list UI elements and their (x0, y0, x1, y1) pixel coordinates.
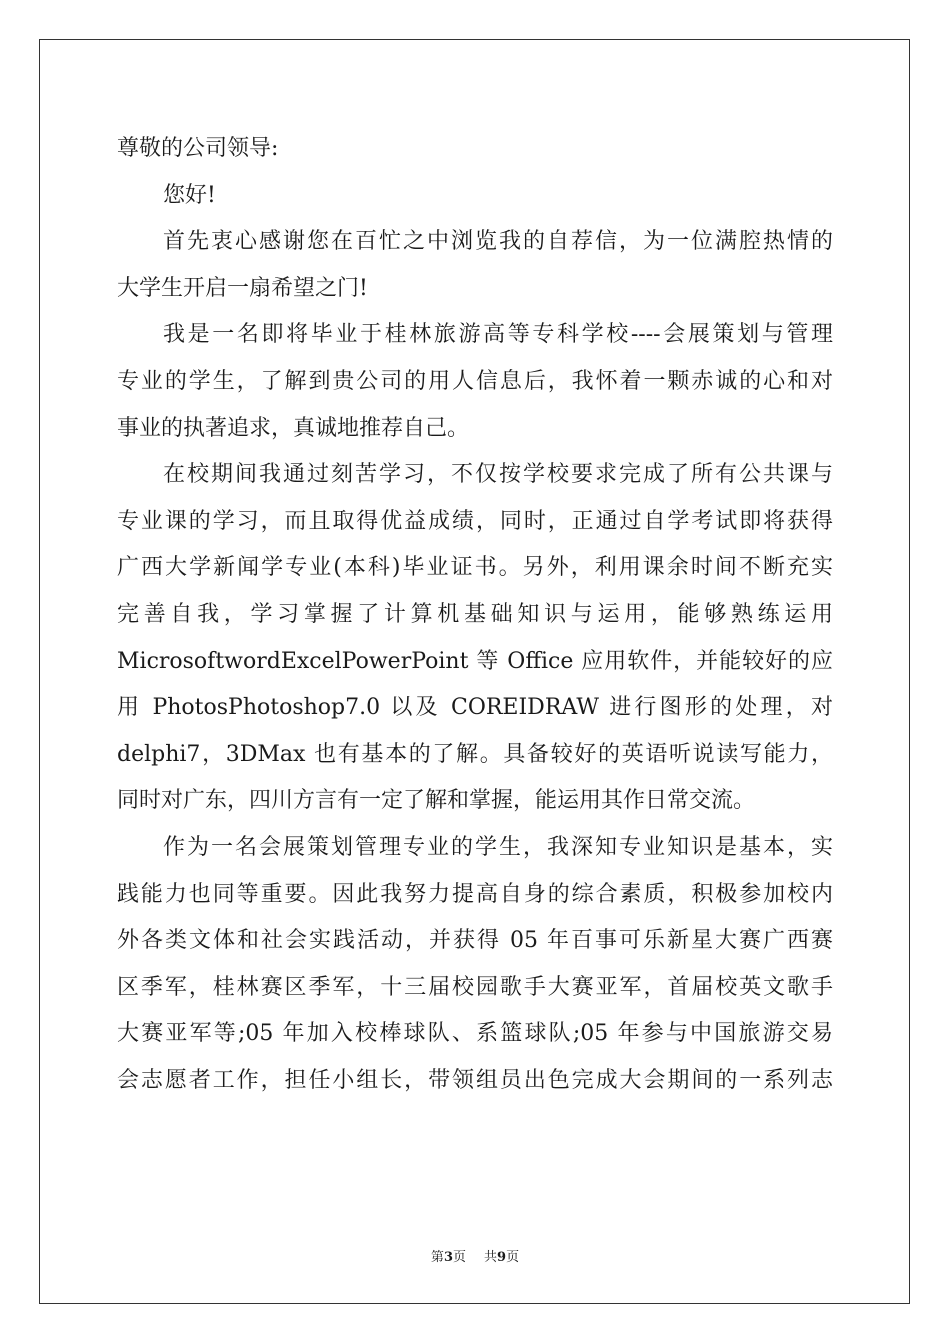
total-suffix: 页 (506, 1250, 520, 1265)
page-footer (0, 1246, 950, 1265)
page-prefix: 第 (430, 1250, 444, 1265)
text-line: 会志愿者工作，担任小组长，带领组员出色完成大会期间的一系列志 (117, 1067, 833, 1093)
text-line: delphi7，3DMax 也有基本的了解。具备较好的英语听说读写能力， (117, 741, 833, 767)
text-line: 同时对广东，四川方言有一定了解和掌握，能运用其作日常交流。 (117, 788, 756, 814)
text-line: 专业课的学习，而且取得优益成绩，同时，正通过自学考试即将获得 (117, 508, 833, 534)
text-line: 在校期间我通过刻苦学习，不仅按学校要求完成了所有公共课与 (163, 462, 833, 488)
text-line: 大学生开启一扇希望之门! (117, 275, 368, 301)
text-line: 用 PhotosPhotoshop7.0 以及 COREIDRAW 进行图形的处理，对 (117, 695, 833, 721)
page-number: 3 (443, 1250, 453, 1265)
text-line: 区季军，桂林赛区季军，十三届校园歌手大赛亚军，首届校英文歌手 (117, 974, 833, 1000)
text-line: MicrosoftwordExcelPowerPoint 等 Office 应用软件，并能较好的应 (117, 648, 833, 674)
text-line: 践能力也同等重要。因此我努力提高自身的综合素质，积极参加校内 (117, 881, 833, 907)
text-line: 作为一名会展策划管理专业的学生，我深知专业知识是基本，实 (163, 834, 833, 860)
text-line: 尊敬的公司领导: (117, 136, 279, 161)
text-line: 广西大学新闻学专业(本科)毕业证书。另外，利用课余时间不断充实 (117, 555, 833, 581)
page-suffix: 页 (452, 1250, 466, 1265)
text-line: 事业的执著追求，真诚地推荐自己。 (117, 415, 470, 441)
text-line: 完善自我，学习掌握了计算机基础知识与运用，能够熟练运用 (117, 601, 833, 627)
letter-body (117, 126, 833, 1104)
total-prefix: 共 (484, 1250, 498, 1265)
text-line: 我是一名即将毕业于桂林旅游高等专科学校----会展策划与管理 (163, 322, 833, 348)
text-line: 大赛亚军等;05 年加入校棒球队、系篮球队;05 年参与中国旅游交易 (117, 1021, 833, 1047)
total-pages: 9 (497, 1250, 507, 1265)
text-line: 专业的学生，了解到贵公司的用人信息后，我怀着一颗赤诚的心和对 (117, 368, 833, 394)
text-line: 首先衷心感谢您在百忙之中浏览我的自荐信，为一位满腔热情的 (163, 229, 833, 255)
text-line: 外各类文体和社会实践活动，并获得 05 年百事可乐新星大赛广西赛 (117, 928, 833, 954)
text-line: 您好! (163, 182, 216, 208)
